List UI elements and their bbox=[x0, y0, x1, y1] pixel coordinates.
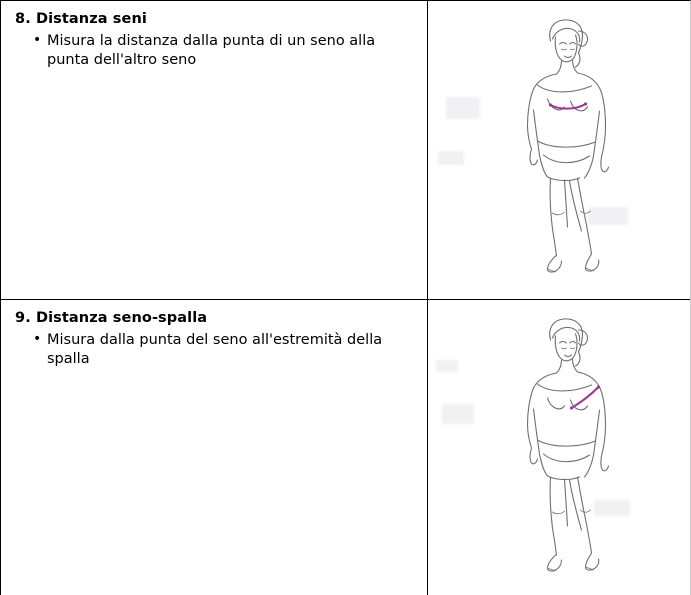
table-row bbox=[1, 299, 690, 595]
instruction-list bbox=[15, 331, 415, 369]
measurement-figure-cell bbox=[428, 1, 690, 299]
list-item: • Misura dalla punta del seno all'estremità della spalla bbox=[33, 331, 415, 369]
table-row bbox=[1, 1, 690, 299]
measurement-figure-cell bbox=[428, 300, 690, 595]
page-title: 8. Distanza seni bbox=[15, 11, 147, 27]
figure-bust-distance bbox=[452, 15, 667, 277]
list-item: • Misura la distanza dalla punta di un seno alla punta dell'altro seno bbox=[33, 32, 415, 70]
measurement-description-cell bbox=[1, 1, 428, 299]
page-title: 9. Distanza seno-spalla bbox=[15, 310, 208, 326]
measurement-description-cell bbox=[1, 300, 428, 595]
instruction-list bbox=[15, 32, 415, 70]
figure-bust-to-shoulder bbox=[452, 314, 667, 576]
